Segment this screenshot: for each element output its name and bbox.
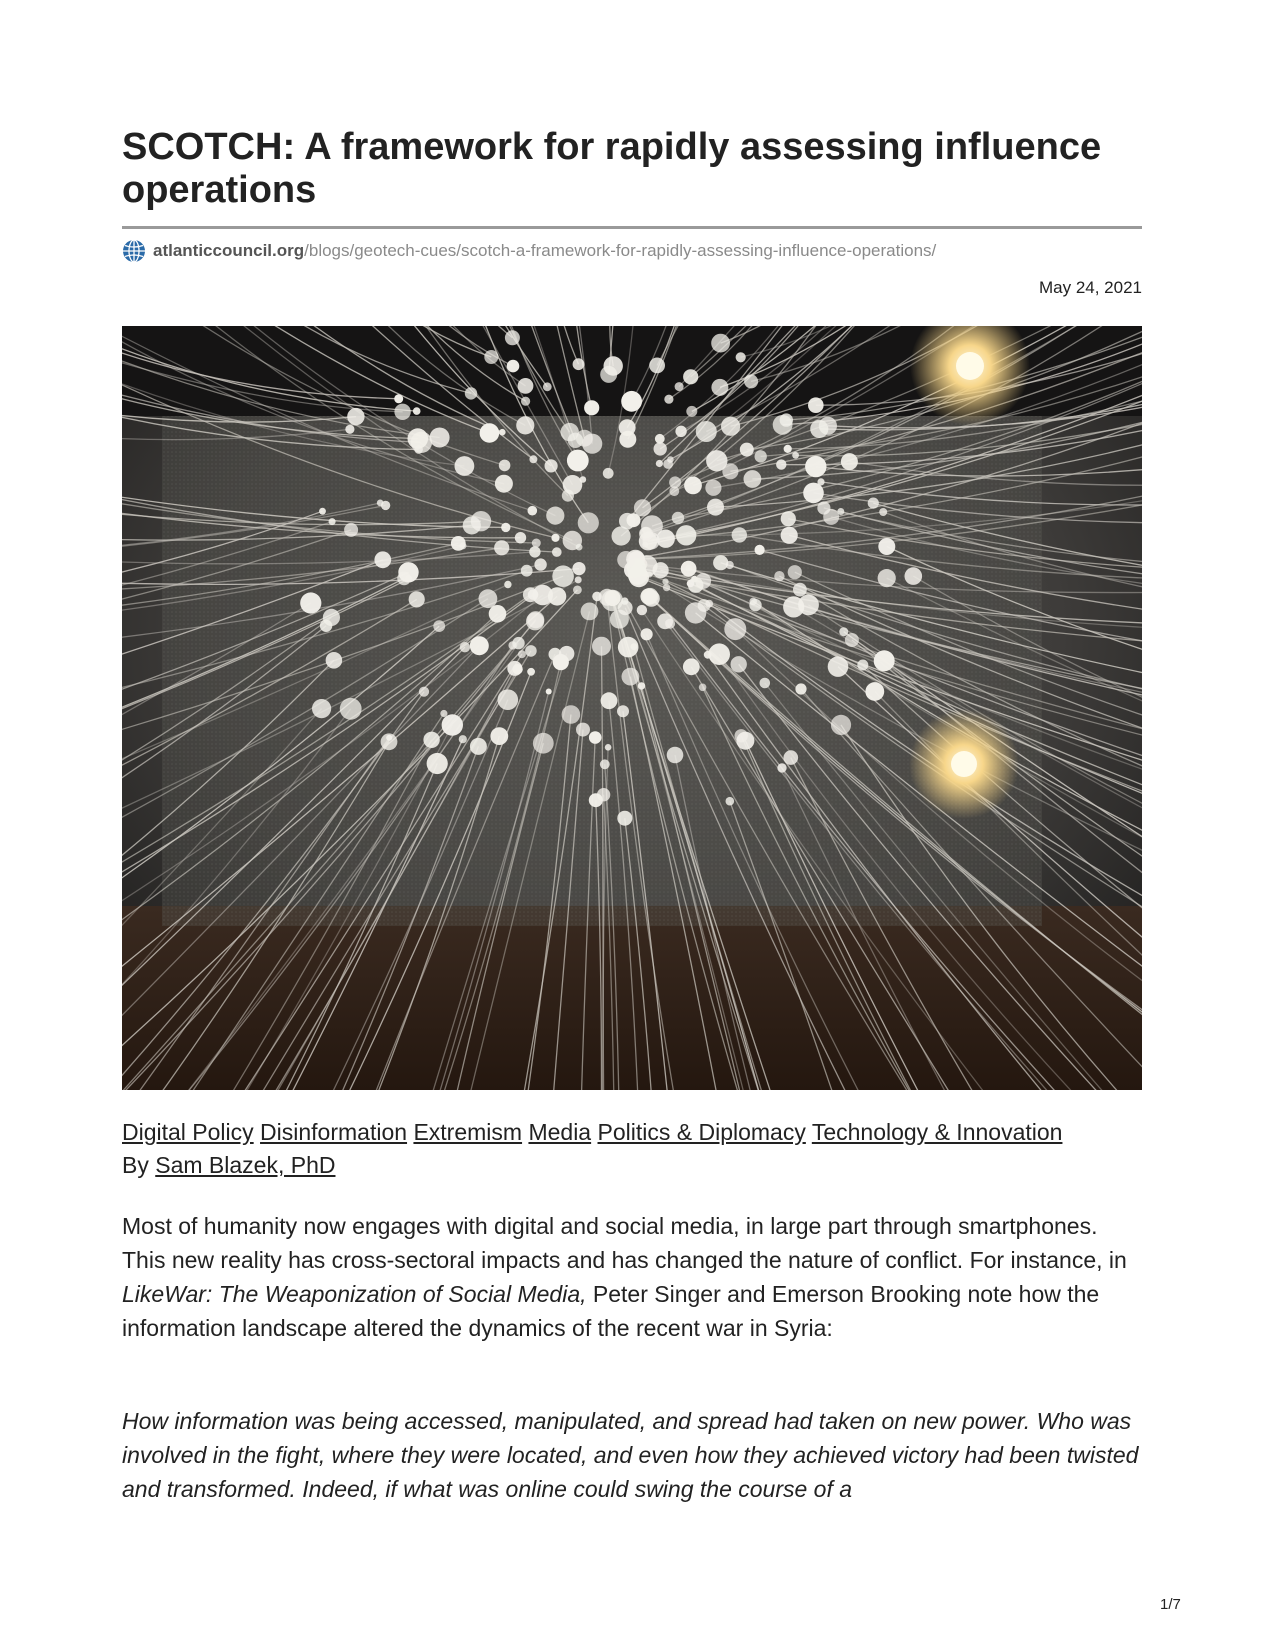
globe-icon — [122, 239, 146, 263]
book-title: LikeWar: The Weaponization of Social Media, — [122, 1281, 587, 1307]
byline-prefix: By — [122, 1152, 156, 1178]
tag-list — [122, 1116, 1146, 1148]
publish-date: May 24, 2021 — [1038, 278, 1142, 297]
paragraph-text-before: Most of humanity now engages with digital and social media, in large part through smartphones. This new reality has cross-sectoral impacts and has changed the nature of conflict. For instance, in — [122, 1213, 1127, 1273]
author-link[interactable]: Sam Blazek, PhD — [155, 1152, 336, 1178]
tag-technology-innovation[interactable]: Technology & Innovation — [811, 1119, 1063, 1145]
body-paragraph — [122, 1209, 1142, 1345]
title-divider — [122, 226, 1142, 229]
page-number: 1/7 — [1160, 1596, 1181, 1613]
tag-disinformation[interactable]: Disinformation — [260, 1119, 408, 1145]
source-domain[interactable]: atlanticcouncil.org — [153, 241, 305, 260]
byline — [122, 1149, 335, 1181]
tag-digital-policy[interactable]: Digital Policy — [122, 1119, 254, 1145]
article-title: SCOTCH: A framework for rapidly assessing influence operations — [122, 126, 1102, 211]
tag-media[interactable]: Media — [528, 1119, 592, 1145]
tag-politics-diplomacy[interactable]: Politics & Diplomacy — [597, 1119, 806, 1145]
tag-extremism[interactable]: Extremism — [413, 1119, 523, 1145]
source-url[interactable] — [122, 238, 1142, 264]
source-path[interactable]: /blogs/geotech-cues/scotch-a-framework-for-rapidly-assessing-influence-operations/ — [304, 241, 937, 260]
paragraph-text-after: Peter Singer and Emerson Brooking note how the information landscape altered the dynamics of the recent war in Syria: — [122, 1281, 1100, 1341]
hero-image — [122, 326, 1142, 1090]
block-quote: How information was being accessed, manipulated, and spread had taken on new power. Who was involved in the fight, where they were located, and even how they achieved victory had been twisted and transformed. Indeed, if what was online could swing the course of a — [122, 1408, 1139, 1502]
